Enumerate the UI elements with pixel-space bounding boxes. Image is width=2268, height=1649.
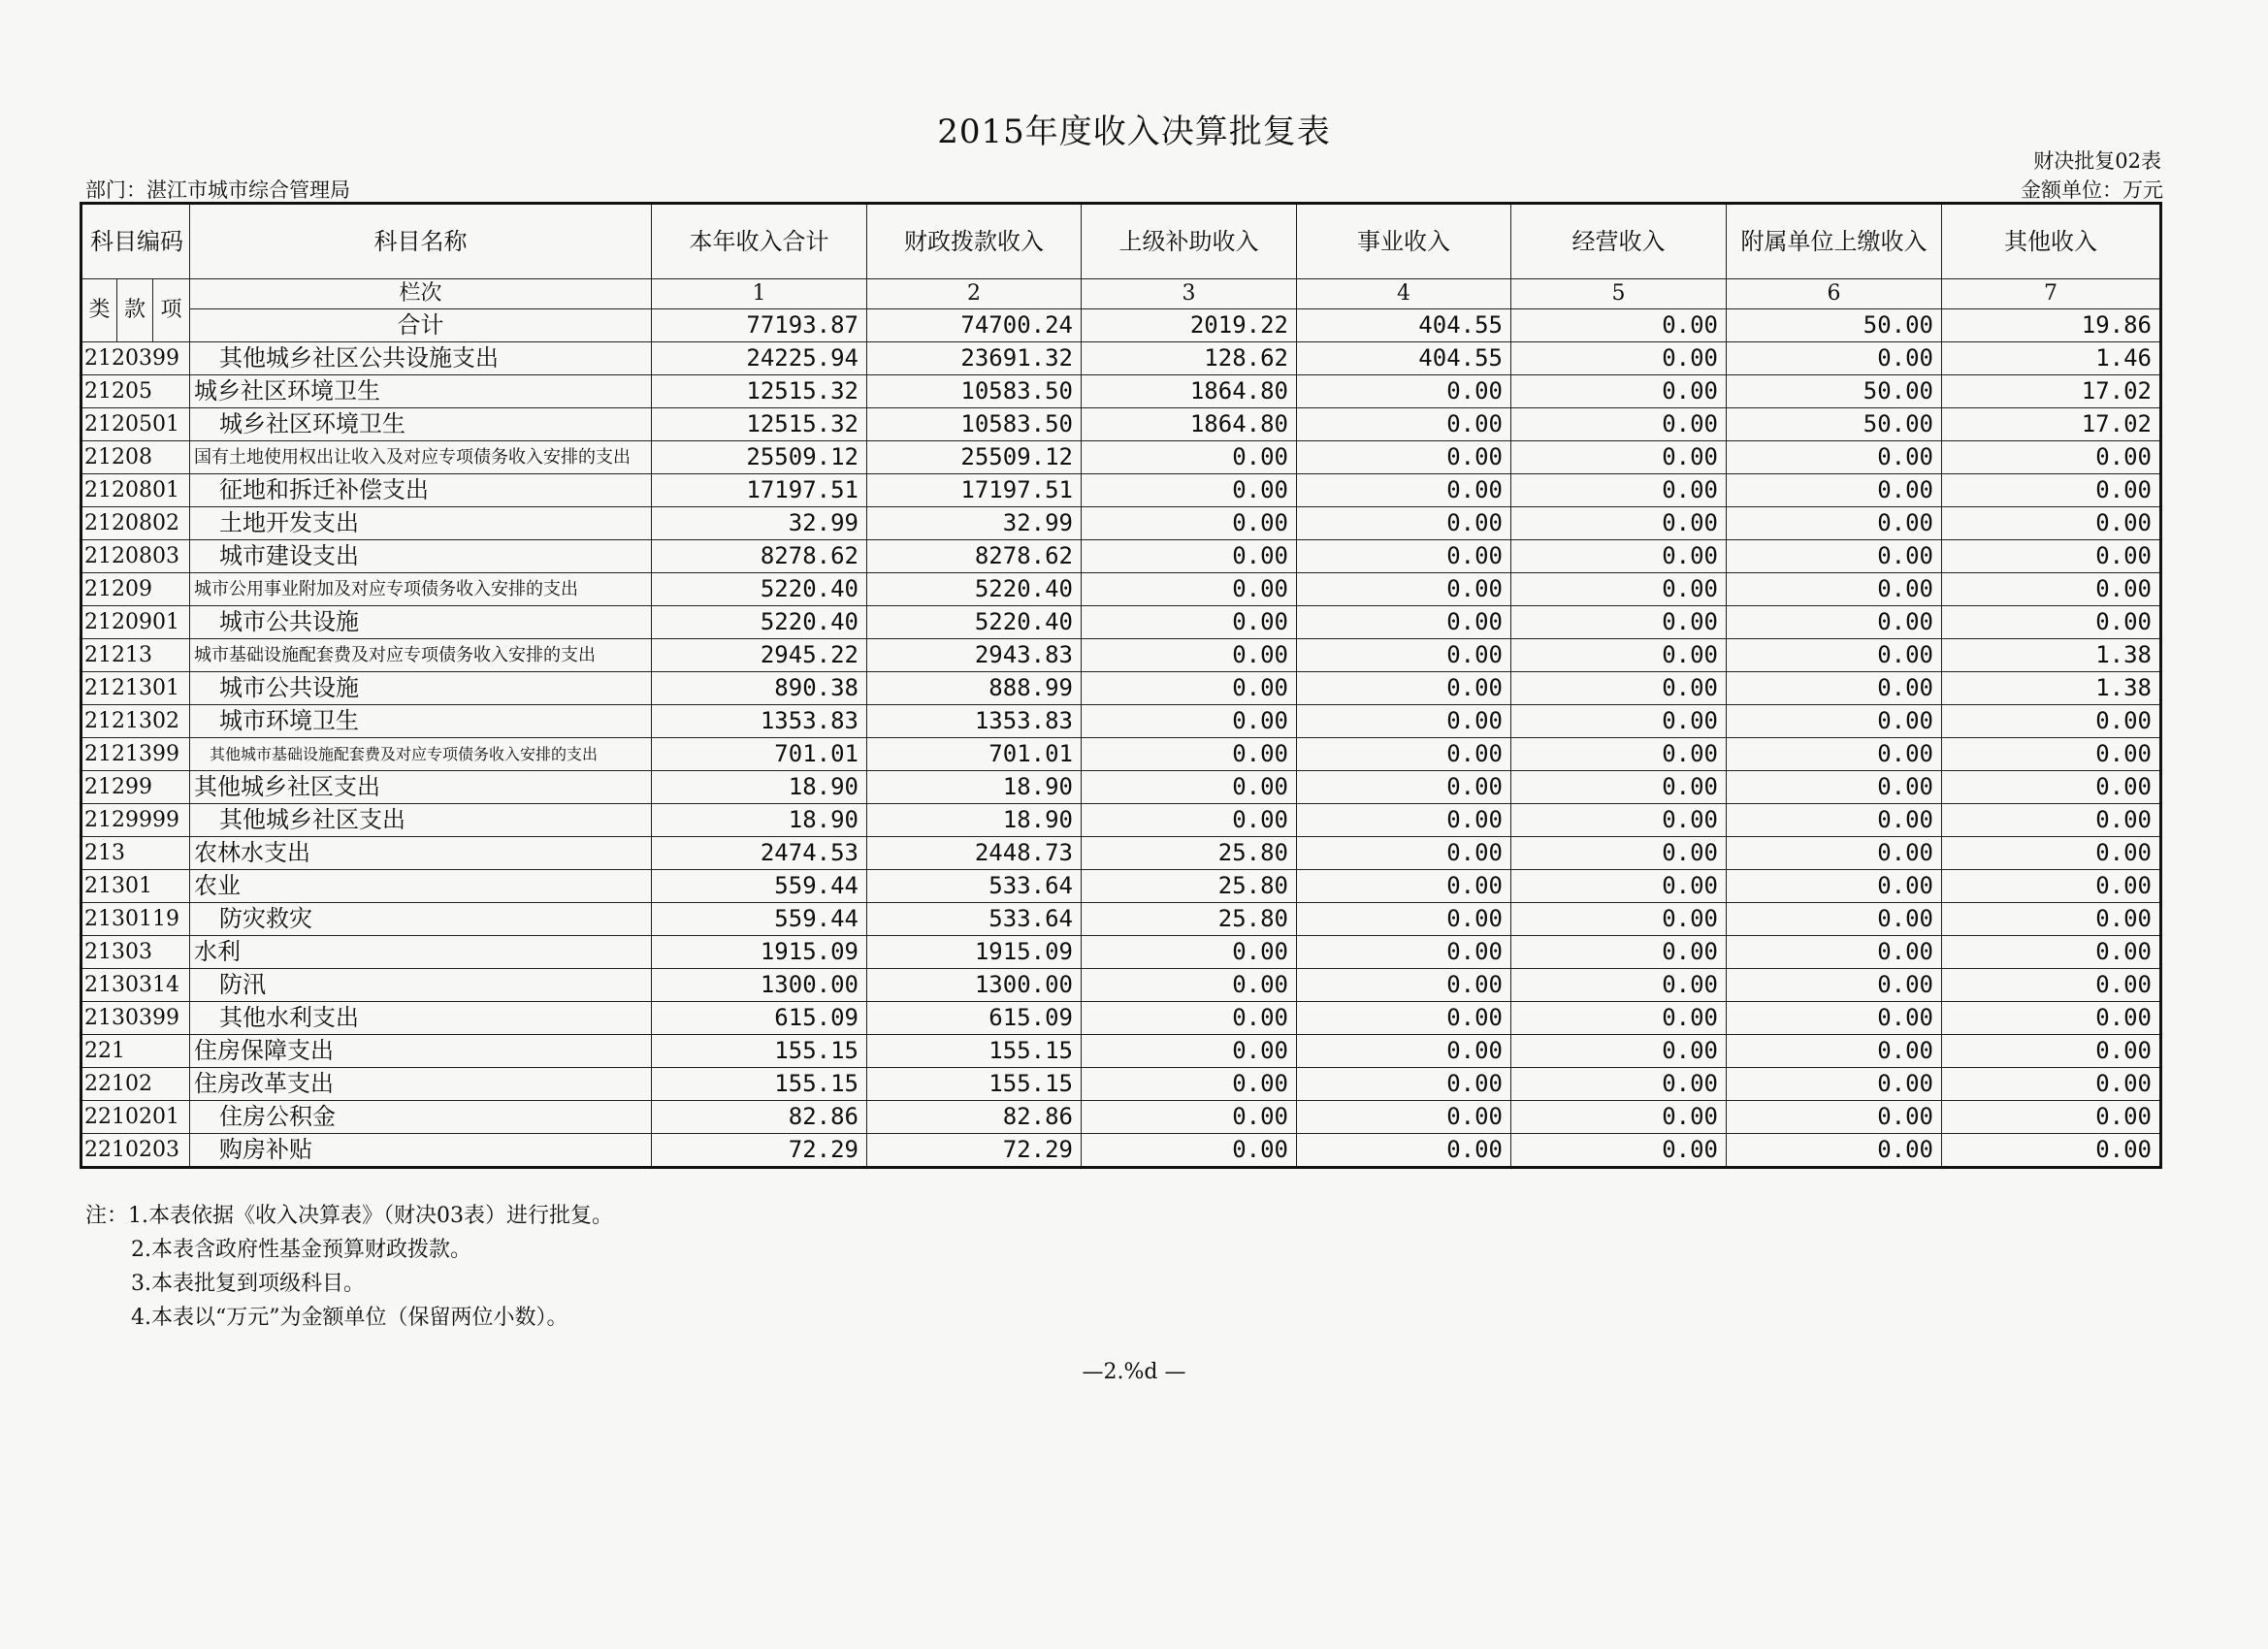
table-row xyxy=(81,672,2161,705)
row-value: 0.00 xyxy=(1511,870,1727,903)
row-code: 2120501 xyxy=(81,408,190,441)
row-name: 城市基础设施配套费及对应专项债务收入安排的支出 xyxy=(190,639,652,672)
row-value: 0.00 xyxy=(1297,738,1511,771)
row-value: 2448.73 xyxy=(867,837,1082,870)
row-value: 12515.32 xyxy=(652,408,867,441)
row-value: 0.00 xyxy=(1942,1035,2161,1068)
row-value: 0.00 xyxy=(1297,672,1511,705)
row-value: 1.38 xyxy=(1942,639,2161,672)
table-row xyxy=(81,1068,2161,1101)
row-value: 0.00 xyxy=(1511,573,1727,606)
row-value: 0.00 xyxy=(1511,1035,1727,1068)
row-value: 0.00 xyxy=(1727,540,1942,573)
row-code: 21213 xyxy=(81,639,190,672)
row-code: 213 xyxy=(81,837,190,870)
sub-header-xiang: 项 xyxy=(153,279,190,342)
row-name: 其他城市基础设施配套费及对应专项债务收入安排的支出 xyxy=(190,738,652,771)
table-row xyxy=(81,1101,2161,1134)
row-name: 防汛 xyxy=(190,969,652,1002)
row-value: 0.00 xyxy=(1942,969,2161,1002)
row-value: 0.00 xyxy=(1727,936,1942,969)
row-value: 0.00 xyxy=(1511,771,1727,804)
department-label: 部门：湛江市城市综合管理局 xyxy=(85,178,350,202)
row-value: 0.00 xyxy=(1297,606,1511,639)
header-superior: 上级补助收入 xyxy=(1082,204,1297,279)
row-value: 0.00 xyxy=(1727,804,1942,837)
row-value: 10583.50 xyxy=(867,408,1082,441)
row-value: 50.00 xyxy=(1727,375,1942,408)
row-value: 0.00 xyxy=(1942,771,2161,804)
row-value: 0.00 xyxy=(1082,540,1297,573)
row-value: 32.99 xyxy=(652,507,867,540)
row-value: 0.00 xyxy=(1511,507,1727,540)
table-row xyxy=(81,903,2161,936)
row-value: 0.00 xyxy=(1297,408,1511,441)
col-number: 2 xyxy=(867,279,1082,309)
row-value: 0.00 xyxy=(1082,804,1297,837)
row-name: 国有土地使用权出让收入及对应专项债务收入安排的支出 xyxy=(190,441,652,474)
row-value: 0.00 xyxy=(1511,474,1727,507)
table-row xyxy=(81,804,2161,837)
row-value: 0.00 xyxy=(1511,441,1727,474)
col-number: 5 xyxy=(1511,279,1727,309)
row-value: 0.00 xyxy=(1297,705,1511,738)
total-value: 19.86 xyxy=(1942,309,2161,342)
row-value: 0.00 xyxy=(1942,870,2161,903)
row-value: 0.00 xyxy=(1727,1134,1942,1168)
row-name: 城市公用事业附加及对应专项债务收入安排的支出 xyxy=(190,573,652,606)
row-name: 城市环境卫生 xyxy=(190,705,652,738)
row-value: 0.00 xyxy=(1727,1101,1942,1134)
row-code: 2121301 xyxy=(81,672,190,705)
total-value: 50.00 xyxy=(1727,309,1942,342)
row-value: 0.00 xyxy=(1511,1134,1727,1168)
header-name: 科目名称 xyxy=(190,204,652,279)
page-title: 2015年度收入决算批复表 xyxy=(937,113,1331,151)
row-value: 0.00 xyxy=(1942,573,2161,606)
row-value: 25509.12 xyxy=(867,441,1082,474)
table-row xyxy=(81,738,2161,771)
row-code: 2120801 xyxy=(81,474,190,507)
row-name: 住房改革支出 xyxy=(190,1068,652,1101)
row-value: 24225.94 xyxy=(652,342,867,375)
row-value: 128.62 xyxy=(1082,342,1297,375)
row-value: 17.02 xyxy=(1942,375,2161,408)
row-value: 0.00 xyxy=(1727,606,1942,639)
table-row xyxy=(81,936,2161,969)
sub-header-lanci: 栏次 xyxy=(190,279,652,309)
row-value: 0.00 xyxy=(1942,1101,2161,1134)
row-value: 888.99 xyxy=(867,672,1082,705)
row-value: 1915.09 xyxy=(867,936,1082,969)
row-value: 50.00 xyxy=(1727,408,1942,441)
table-row xyxy=(81,870,2161,903)
total-value: 74700.24 xyxy=(867,309,1082,342)
row-value: 0.00 xyxy=(1727,639,1942,672)
row-value: 0.00 xyxy=(1297,1101,1511,1134)
row-name: 其他城乡社区支出 xyxy=(190,771,652,804)
row-code: 2121399 xyxy=(81,738,190,771)
row-name: 土地开发支出 xyxy=(190,507,652,540)
row-value: 0.00 xyxy=(1942,705,2161,738)
header-total: 本年收入合计 xyxy=(652,204,867,279)
row-value: 0.00 xyxy=(1942,507,2161,540)
row-name: 购房补贴 xyxy=(190,1134,652,1168)
row-value: 0.00 xyxy=(1727,870,1942,903)
row-value: 404.55 xyxy=(1297,342,1511,375)
row-code: 2120399 xyxy=(81,342,190,375)
row-value: 0.00 xyxy=(1082,738,1297,771)
row-value: 559.44 xyxy=(652,903,867,936)
table-row xyxy=(81,441,2161,474)
row-value: 155.15 xyxy=(652,1035,867,1068)
row-value: 0.00 xyxy=(1297,804,1511,837)
row-code: 2210203 xyxy=(81,1134,190,1168)
row-value: 2945.22 xyxy=(652,639,867,672)
row-value: 0.00 xyxy=(1511,705,1727,738)
row-value: 25509.12 xyxy=(652,441,867,474)
row-value: 0.00 xyxy=(1511,375,1727,408)
note-4: 4.本表以“万元”为金额单位（保留两位小数）。 xyxy=(131,1306,568,1330)
row-value: 2474.53 xyxy=(652,837,867,870)
row-code: 2129999 xyxy=(81,804,190,837)
row-value: 0.00 xyxy=(1727,441,1942,474)
row-value: 155.15 xyxy=(867,1068,1082,1101)
row-name: 城市建设支出 xyxy=(190,540,652,573)
row-name: 城乡社区环境卫生 xyxy=(190,408,652,441)
row-value: 0.00 xyxy=(1297,1068,1511,1101)
row-value: 0.00 xyxy=(1727,507,1942,540)
row-value: 1300.00 xyxy=(652,969,867,1002)
col-number: 7 xyxy=(1942,279,2161,309)
row-value: 0.00 xyxy=(1727,837,1942,870)
row-value: 12515.32 xyxy=(652,375,867,408)
table-row xyxy=(81,969,2161,1002)
row-value: 0.00 xyxy=(1297,903,1511,936)
row-value: 0.00 xyxy=(1942,474,2161,507)
row-value: 0.00 xyxy=(1082,705,1297,738)
row-value: 5220.40 xyxy=(867,573,1082,606)
row-code: 2121302 xyxy=(81,705,190,738)
row-value: 0.00 xyxy=(1082,1068,1297,1101)
row-value: 0.00 xyxy=(1297,573,1511,606)
row-value: 25.80 xyxy=(1082,903,1297,936)
row-value: 8278.62 xyxy=(867,540,1082,573)
row-value: 0.00 xyxy=(1082,606,1297,639)
table-row xyxy=(81,375,2161,408)
row-value: 0.00 xyxy=(1942,903,2161,936)
row-value: 890.38 xyxy=(652,672,867,705)
row-value: 0.00 xyxy=(1511,936,1727,969)
col-number: 3 xyxy=(1082,279,1297,309)
page-number: —2.%d — xyxy=(1082,1360,1186,1384)
col-number: 6 xyxy=(1727,279,1942,309)
row-value: 0.00 xyxy=(1082,771,1297,804)
row-value: 0.00 xyxy=(1727,1035,1942,1068)
row-value: 0.00 xyxy=(1727,672,1942,705)
row-value: 18.90 xyxy=(867,804,1082,837)
row-value: 0.00 xyxy=(1942,606,2161,639)
row-value: 0.00 xyxy=(1082,1002,1297,1035)
row-value: 0.00 xyxy=(1727,705,1942,738)
row-code: 21299 xyxy=(81,771,190,804)
row-value: 0.00 xyxy=(1511,969,1727,1002)
row-value: 0.00 xyxy=(1727,771,1942,804)
row-value: 0.00 xyxy=(1511,606,1727,639)
row-value: 0.00 xyxy=(1297,936,1511,969)
row-value: 0.00 xyxy=(1297,441,1511,474)
row-value: 5220.40 xyxy=(652,573,867,606)
row-value: 72.29 xyxy=(867,1134,1082,1168)
row-value: 0.00 xyxy=(1727,1068,1942,1101)
row-value: 0.00 xyxy=(1942,1068,2161,1101)
row-value: 0.00 xyxy=(1082,507,1297,540)
row-value: 0.00 xyxy=(1942,837,2161,870)
row-value: 0.00 xyxy=(1511,672,1727,705)
row-value: 23691.32 xyxy=(867,342,1082,375)
row-value: 0.00 xyxy=(1727,573,1942,606)
row-value: 0.00 xyxy=(1942,540,2161,573)
row-value: 0.00 xyxy=(1942,1002,2161,1035)
row-value: 0.00 xyxy=(1511,540,1727,573)
row-code: 21303 xyxy=(81,936,190,969)
row-value: 0.00 xyxy=(1511,903,1727,936)
row-value: 10583.50 xyxy=(867,375,1082,408)
row-value: 1.38 xyxy=(1942,672,2161,705)
unit-label: 金额单位：万元 xyxy=(2021,178,2163,202)
header-operation: 经营收入 xyxy=(1511,204,1727,279)
total-value: 77193.87 xyxy=(652,309,867,342)
row-value: 82.86 xyxy=(867,1101,1082,1134)
row-value: 0.00 xyxy=(1727,474,1942,507)
row-value: 0.00 xyxy=(1511,738,1727,771)
row-code: 2130119 xyxy=(81,903,190,936)
income-table xyxy=(80,202,2162,1169)
row-code: 21209 xyxy=(81,573,190,606)
row-code: 2120901 xyxy=(81,606,190,639)
row-value: 0.00 xyxy=(1297,969,1511,1002)
row-value: 0.00 xyxy=(1511,1101,1727,1134)
row-value: 0.00 xyxy=(1297,540,1511,573)
note-2: 2.本表含政府性基金预算财政拨款。 xyxy=(131,1238,471,1262)
row-value: 17197.51 xyxy=(652,474,867,507)
row-value: 82.86 xyxy=(652,1101,867,1134)
col-number: 1 xyxy=(652,279,867,309)
row-value: 0.00 xyxy=(1082,639,1297,672)
row-value: 0.00 xyxy=(1082,936,1297,969)
row-value: 5220.40 xyxy=(867,606,1082,639)
note-1: 注：1.本表依据《收入决算表》（财决03表）进行批复。 xyxy=(85,1204,613,1228)
row-code: 2210201 xyxy=(81,1101,190,1134)
row-value: 0.00 xyxy=(1297,375,1511,408)
row-value: 0.00 xyxy=(1082,1035,1297,1068)
row-code: 21301 xyxy=(81,870,190,903)
row-value: 0.00 xyxy=(1727,969,1942,1002)
row-value: 0.00 xyxy=(1727,738,1942,771)
row-name: 城市公共设施 xyxy=(190,606,652,639)
row-value: 0.00 xyxy=(1511,639,1727,672)
row-value: 0.00 xyxy=(1082,672,1297,705)
row-value: 0.00 xyxy=(1511,837,1727,870)
header-affiliated: 附属单位上缴收入 xyxy=(1727,204,1942,279)
header-fiscal: 财政拨款收入 xyxy=(867,204,1082,279)
row-value: 0.00 xyxy=(1297,837,1511,870)
row-code: 22102 xyxy=(81,1068,190,1101)
row-value: 17.02 xyxy=(1942,408,2161,441)
row-value: 0.00 xyxy=(1297,639,1511,672)
table-row xyxy=(81,771,2161,804)
row-value: 25.80 xyxy=(1082,870,1297,903)
row-value: 18.90 xyxy=(652,804,867,837)
row-value: 0.00 xyxy=(1942,936,2161,969)
row-value: 0.00 xyxy=(1297,870,1511,903)
row-name: 住房保障支出 xyxy=(190,1035,652,1068)
total-value: 404.55 xyxy=(1297,309,1511,342)
header-other: 其他收入 xyxy=(1942,204,2161,279)
row-name: 农林水支出 xyxy=(190,837,652,870)
row-value: 0.00 xyxy=(1297,1134,1511,1168)
row-name: 城乡社区环境卫生 xyxy=(190,375,652,408)
row-value: 5220.40 xyxy=(652,606,867,639)
notes xyxy=(85,1199,613,1335)
sub-header-lei: 类 xyxy=(81,279,117,342)
row-value: 1353.83 xyxy=(867,705,1082,738)
header-row xyxy=(81,204,2161,279)
row-value: 0.00 xyxy=(1942,804,2161,837)
row-value: 0.00 xyxy=(1297,1035,1511,1068)
table-row xyxy=(81,705,2161,738)
row-value: 0.00 xyxy=(1942,1134,2161,1168)
row-value: 559.44 xyxy=(652,870,867,903)
row-value: 0.00 xyxy=(1297,474,1511,507)
row-name: 住房公积金 xyxy=(190,1101,652,1134)
row-value: 1864.80 xyxy=(1082,408,1297,441)
row-value: 1.46 xyxy=(1942,342,2161,375)
row-value: 0.00 xyxy=(1511,1002,1727,1035)
row-value: 0.00 xyxy=(1082,1134,1297,1168)
row-value: 533.64 xyxy=(867,903,1082,936)
table-row xyxy=(81,408,2161,441)
row-code: 2130314 xyxy=(81,969,190,1002)
table-row xyxy=(81,540,2161,573)
sub-header-kuan: 款 xyxy=(117,279,153,342)
row-value: 18.90 xyxy=(652,771,867,804)
row-value: 0.00 xyxy=(1297,1002,1511,1035)
row-value: 701.01 xyxy=(652,738,867,771)
total-row xyxy=(81,309,2161,342)
row-value: 155.15 xyxy=(867,1035,1082,1068)
row-value: 25.80 xyxy=(1082,837,1297,870)
note-3: 3.本表批复到项级科目。 xyxy=(131,1272,365,1296)
row-value: 0.00 xyxy=(1727,342,1942,375)
row-value: 0.00 xyxy=(1511,408,1727,441)
row-name: 征地和拆迁补偿支出 xyxy=(190,474,652,507)
row-value: 0.00 xyxy=(1082,573,1297,606)
table-row xyxy=(81,474,2161,507)
row-value: 533.64 xyxy=(867,870,1082,903)
row-code: 21205 xyxy=(81,375,190,408)
row-name: 其他水利支出 xyxy=(190,1002,652,1035)
row-value: 0.00 xyxy=(1942,441,2161,474)
row-name: 农业 xyxy=(190,870,652,903)
table-row xyxy=(81,573,2161,606)
header-business: 事业收入 xyxy=(1297,204,1511,279)
row-name: 水利 xyxy=(190,936,652,969)
row-value: 615.09 xyxy=(652,1002,867,1035)
row-value: 1864.80 xyxy=(1082,375,1297,408)
row-value: 0.00 xyxy=(1297,507,1511,540)
row-name: 其他城乡社区支出 xyxy=(190,804,652,837)
row-value: 72.29 xyxy=(652,1134,867,1168)
table-row xyxy=(81,606,2161,639)
table-row xyxy=(81,837,2161,870)
row-value: 17197.51 xyxy=(867,474,1082,507)
row-value: 32.99 xyxy=(867,507,1082,540)
row-value: 1300.00 xyxy=(867,969,1082,1002)
total-label: 合计 xyxy=(190,309,652,342)
row-value: 0.00 xyxy=(1511,342,1727,375)
row-name: 城市公共设施 xyxy=(190,672,652,705)
column-number-row xyxy=(81,279,2161,309)
row-value: 18.90 xyxy=(867,771,1082,804)
row-value: 0.00 xyxy=(1082,474,1297,507)
row-value: 0.00 xyxy=(1082,441,1297,474)
table-row xyxy=(81,639,2161,672)
row-code: 21208 xyxy=(81,441,190,474)
table-row xyxy=(81,1002,2161,1035)
row-value: 615.09 xyxy=(867,1002,1082,1035)
table-row xyxy=(81,342,2161,375)
row-name: 其他城乡社区公共设施支出 xyxy=(190,342,652,375)
row-value: 155.15 xyxy=(652,1068,867,1101)
row-value: 701.01 xyxy=(867,738,1082,771)
row-value: 0.00 xyxy=(1727,903,1942,936)
table-row xyxy=(81,507,2161,540)
row-value: 0.00 xyxy=(1082,1101,1297,1134)
row-value: 8278.62 xyxy=(652,540,867,573)
row-value: 1915.09 xyxy=(652,936,867,969)
row-code: 2120803 xyxy=(81,540,190,573)
row-value: 0.00 xyxy=(1511,804,1727,837)
table-row xyxy=(81,1035,2161,1068)
header-code: 科目编码 xyxy=(81,204,190,279)
row-code: 2130399 xyxy=(81,1002,190,1035)
row-value: 1353.83 xyxy=(652,705,867,738)
row-value: 0.00 xyxy=(1942,738,2161,771)
row-code: 2120802 xyxy=(81,507,190,540)
total-value: 0.00 xyxy=(1511,309,1727,342)
row-value: 0.00 xyxy=(1511,1068,1727,1101)
row-value: 0.00 xyxy=(1297,771,1511,804)
row-name: 防灾救灾 xyxy=(190,903,652,936)
row-value: 0.00 xyxy=(1727,1002,1942,1035)
col-number: 4 xyxy=(1297,279,1511,309)
doc-number: 财决批复02表 xyxy=(2033,149,2161,173)
row-code: 221 xyxy=(81,1035,190,1068)
row-value: 2943.83 xyxy=(867,639,1082,672)
table-row xyxy=(81,1134,2161,1168)
row-value: 0.00 xyxy=(1082,969,1297,1002)
total-value: 2019.22 xyxy=(1082,309,1297,342)
